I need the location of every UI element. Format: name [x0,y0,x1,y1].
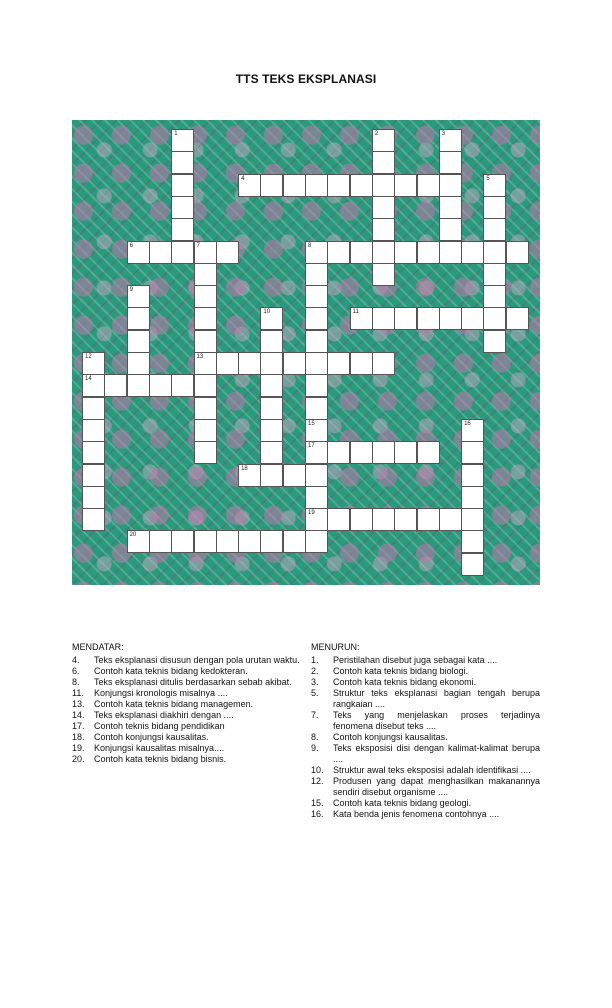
crossword-cell[interactable] [350,441,373,464]
crossword-cell[interactable] [149,530,172,553]
clue-text: Contoh konjungsi kausalitas. [94,732,209,742]
crossword-cell[interactable] [238,464,261,487]
crossword-cell[interactable] [372,352,395,375]
cell-number: 14 [85,376,92,383]
crossword-cell[interactable] [394,441,417,464]
crossword-cell[interactable] [260,419,283,442]
clue-item [72,710,301,721]
crossword-cell[interactable] [305,241,328,264]
crossword-cell[interactable] [127,285,150,308]
cell-number: 1 [174,131,178,137]
cell-number: 18 [241,465,248,472]
clue-item [311,732,540,743]
crossword-cell[interactable] [305,464,328,487]
crossword-cell[interactable] [417,174,440,197]
crossword-cell[interactable] [194,352,217,375]
cell-number: 19 [308,510,315,517]
clue-text: Struktur teks eksplanasi bagian tengah berupa rangkaian .... [333,688,540,709]
crossword-cell[interactable] [194,419,217,442]
crossword-cell[interactable] [506,241,529,264]
clue-item [311,798,540,809]
crossword-cell[interactable] [171,174,194,197]
crossword-cell[interactable] [394,241,417,264]
clue-number: 9. [311,743,319,753]
crossword-cell[interactable] [194,441,217,464]
clue-text: Peristilahan disebut juga sebagai kata .... [333,655,498,665]
crossword-cell[interactable] [305,441,328,464]
crossword-cell[interactable] [483,285,506,308]
clue-item [72,754,301,765]
crossword-cell[interactable] [327,352,350,375]
crossword-cell[interactable] [127,330,150,353]
crossword-cell[interactable] [305,508,328,531]
mendatar-heading: MENDATAR: [72,642,124,652]
crossword-cell[interactable] [305,530,328,553]
crossword-cell[interactable] [327,508,350,531]
cell-number: 13 [196,354,204,360]
crossword-cell[interactable] [350,307,373,330]
crossword-cell[interactable] [305,330,328,353]
clue-text: Teks eksposisi disi dengan kalimat-kalimat berupa .... [333,743,540,764]
crossword-cell[interactable] [372,218,395,241]
crossword-cell[interactable] [260,174,283,197]
crossword-cell[interactable] [417,307,440,330]
crossword-cell[interactable] [327,241,350,264]
crossword-cell[interactable] [350,508,373,531]
crossword-cell[interactable] [194,241,217,264]
crossword-cell[interactable] [350,241,373,264]
clue-number: 1. [311,655,319,665]
crossword-cell[interactable] [283,352,306,375]
crossword-cell[interactable] [82,352,105,375]
crossword-cell[interactable] [439,151,462,174]
crossword-cell[interactable] [461,486,484,509]
crossword-cell[interactable] [327,441,350,464]
clue-number: 15. [311,798,324,808]
cell-number: 3 [441,131,446,137]
clue-item [311,809,540,820]
crossword-cell[interactable] [483,330,506,353]
crossword-cell[interactable] [149,241,172,264]
clue-item [311,688,540,710]
clue-item [311,655,540,666]
clue-text: Contoh kata teknis bidang ekonomi. [333,677,477,687]
crossword-cell[interactable] [439,508,462,531]
crossword-cell[interactable] [305,486,328,509]
crossword-cell[interactable] [260,530,283,553]
crossword-cell[interactable] [171,241,194,264]
crossword-cell[interactable] [127,530,150,553]
crossword-cell[interactable] [260,374,283,397]
clue-number: 11. [72,688,84,698]
cell-number: 16 [464,420,471,427]
crossword-cell[interactable] [506,307,529,330]
clue-text: Teks yang menjelaskan proses terjadinya fenomena disebut teks .... [333,710,540,731]
crossword-cell[interactable] [283,530,306,553]
clue-number: 10. [311,765,324,775]
clue-item [72,699,301,710]
crossword-cell[interactable] [439,174,462,197]
clue-number: 3. [311,677,319,687]
crossword-cell[interactable] [171,196,194,219]
crossword-cell[interactable] [127,307,150,330]
clue-item [311,743,540,765]
crossword-cell[interactable] [350,352,373,375]
crossword-cell[interactable] [171,129,194,152]
crossword-cell[interactable] [82,419,105,442]
clue-text: Struktur awal teks eksposisi adalah identifikasi .... [333,765,531,775]
crossword-cell[interactable] [394,174,417,197]
clue-text: Contoh konjungsi kausalitas. [333,732,448,742]
mendatar-clues [72,642,301,765]
crossword-cell[interactable] [194,397,217,420]
cell-number: 20 [129,532,137,539]
crossword-cell[interactable] [260,441,283,464]
clue-number: 14. [72,710,85,720]
crossword-cell[interactable] [104,374,127,397]
clue-item [72,721,301,732]
clue-text: Teks eksplanasi disusun dengan pola urutan waktu. [94,655,300,665]
clue-number: 2. [311,666,319,676]
cell-number: 6 [129,242,133,249]
clue-number: 19. [72,743,85,753]
crossword-cell[interactable] [483,218,506,241]
crossword-cell[interactable] [439,129,462,152]
clue-number: 4. [72,655,80,665]
crossword-cell[interactable] [238,530,261,553]
crossword-cell[interactable] [461,441,484,464]
cell-number: 11 [352,309,359,316]
crossword-cell[interactable] [372,441,395,464]
clue-text: Contoh kata teknis bidang biologi. [333,666,469,676]
crossword-cell[interactable] [372,174,395,197]
crossword-cell[interactable] [483,196,506,219]
crossword-cell[interactable] [171,530,194,553]
crossword-cell[interactable] [238,352,261,375]
crossword-cell[interactable] [194,285,217,308]
crossword-cell[interactable] [461,508,484,531]
clue-item [72,743,301,754]
crossword-cell[interactable] [194,330,217,353]
clue-number: 17. [72,721,85,731]
menurun-clues [311,642,540,820]
crossword-cell[interactable] [483,263,506,286]
crossword-cell[interactable] [372,263,395,286]
crossword-cell[interactable] [372,241,395,264]
crossword-cell[interactable] [439,218,462,241]
crossword-cell[interactable] [260,307,283,330]
crossword-cell[interactable] [461,419,484,442]
clue-item [72,677,301,688]
crossword-cell[interactable] [260,464,283,487]
crossword-cell[interactable] [194,530,217,553]
crossword-cell[interactable] [305,352,328,375]
crossword-cell[interactable] [439,241,462,264]
clue-text: Kata benda jenis fenomena contohnya .... [333,809,500,819]
crossword-cell[interactable] [260,330,283,353]
cell-number: 8 [308,242,312,249]
crossword-cell[interactable] [305,397,328,420]
crossword-cell[interactable] [305,285,328,308]
crossword-cell[interactable] [483,307,506,330]
clue-item [311,677,540,688]
crossword-cell[interactable] [216,352,239,375]
crossword-cell[interactable] [372,508,395,531]
crossword-cell[interactable] [483,174,506,197]
crossword-cell[interactable] [82,486,105,509]
crossword-cell[interactable] [372,129,395,152]
crossword-cell[interactable] [417,508,440,531]
crossword-cell[interactable] [305,174,328,197]
clue-text: Contoh kata teknis bidang geologi. [333,798,472,808]
cell-number: 2 [374,131,379,137]
crossword-cell[interactable] [82,441,105,464]
crossword-cell[interactable] [82,397,105,420]
crossword-cell[interactable] [260,352,283,375]
crossword-cell[interactable] [216,241,239,264]
crossword-cell[interactable] [327,174,350,197]
clue-text: Contoh kata teknis bidang kedokteran. [94,666,248,676]
crossword-cell[interactable] [127,374,150,397]
crossword-cell[interactable] [461,307,484,330]
crossword-cell[interactable] [372,196,395,219]
crossword-cell[interactable] [283,174,306,197]
clue-number: 20. [72,754,85,764]
crossword-cell[interactable] [283,464,306,487]
clue-text: Teks eksplanasi ditulis berdasarkan sebab akibat. [94,677,292,687]
crossword-cell[interactable] [305,263,328,286]
crossword-cell[interactable] [171,151,194,174]
crossword-cell[interactable] [194,263,217,286]
menurun-heading: MENURUN: [311,642,360,652]
crossword-cell[interactable] [305,307,328,330]
clue-item [72,688,301,699]
crossword-cell[interactable] [350,174,373,197]
cell-number: 4 [241,175,245,182]
crossword-cell[interactable] [127,241,150,264]
clue-number: 13. [72,699,85,709]
clue-number: 16. [311,809,324,819]
crossword-cell[interactable] [461,553,484,576]
clue-text: Contoh kata teknis bidang bisnis. [94,754,227,764]
crossword-cell[interactable] [82,508,105,531]
clue-item [72,732,301,743]
crossword-cell[interactable] [171,374,194,397]
clue-text: Teks eksplanasi diakhiri dengan .... [94,710,234,720]
crossword-cell[interactable] [127,352,150,375]
cell-number: 15 [308,420,315,427]
crossword-cell[interactable] [394,508,417,531]
clue-text: Konjungsi kausalitas misalnya.... [94,743,225,753]
crossword-cell[interactable] [260,397,283,420]
crossword-cell[interactable] [461,530,484,553]
crossword-cell[interactable] [305,374,328,397]
clue-text: Contoh teknis bidang pendidikan [94,721,225,731]
clue-text: Contoh kata teknis bidang managemen. [94,699,254,709]
cell-number: 12 [85,354,92,360]
crossword-cell[interactable] [149,374,172,397]
crossword-cell[interactable] [82,374,105,397]
clue-item [311,765,540,776]
cell-number: 7 [196,242,200,249]
crossword-cell[interactable] [417,441,440,464]
clue-item [72,655,301,666]
crossword-cell[interactable] [439,196,462,219]
crossword-cell[interactable] [483,241,506,264]
crossword-cell[interactable] [439,307,462,330]
cell-number: 17 [308,443,315,450]
clue-number: 6. [72,666,80,676]
crossword-cell[interactable] [82,464,105,487]
cell-number: 5 [486,175,490,182]
crossword-cell[interactable] [194,307,217,330]
crossword-cell[interactable] [461,241,484,264]
clue-item [311,666,540,677]
clue-text: Produsen yang dapat menghasilkan makanannya sendiri disebut organisme .... [333,776,540,797]
crossword-cell[interactable] [171,218,194,241]
clue-number: 7. [311,710,319,720]
crossword-cell[interactable] [194,374,217,397]
clue-item [311,710,540,732]
clue-item [311,776,540,798]
page-title: TTS TEKS EKSPLANASI [235,72,377,86]
clue-text: Konjungsi kronologis misalnya .... [94,688,228,698]
clue-number: 12. [311,776,324,786]
crossword-cell[interactable] [372,151,395,174]
crossword-cell[interactable] [461,464,484,487]
clue-number: 8. [72,677,80,687]
crossword-cell[interactable] [394,307,417,330]
crossword-cell[interactable] [305,419,328,442]
cell-number: 9 [129,287,133,294]
crossword-cell[interactable] [417,241,440,264]
clue-number: 18. [72,732,85,742]
crossword-cell[interactable] [372,307,395,330]
crossword-cell[interactable] [238,174,261,197]
clue-number: 5. [311,688,319,698]
clue-number: 8. [311,732,319,742]
crossword-cell[interactable] [216,530,239,553]
clue-item [72,666,301,677]
cell-number: 10 [263,309,271,316]
